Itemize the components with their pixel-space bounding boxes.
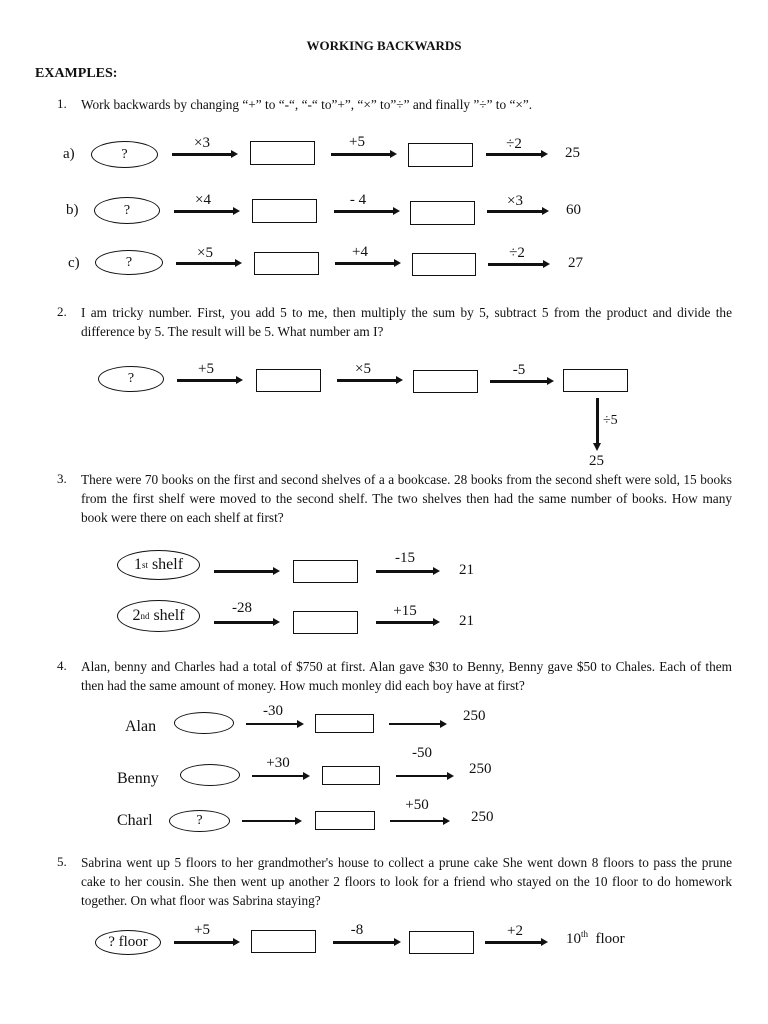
q4-charl-result: 250	[471, 809, 494, 825]
examples-heading: EXAMPLES:	[35, 66, 118, 81]
q5-result	[566, 931, 625, 948]
q2-unknown-oval: ?	[98, 366, 164, 392]
q4-alan-oval	[174, 712, 234, 734]
q4-charl-arrow-2	[390, 820, 444, 822]
q4-alan-op-1: -30	[263, 703, 283, 719]
q1a-arrow-2	[331, 153, 391, 156]
q1b-box-1[interactable]	[252, 199, 317, 223]
q3-shelf1-oval: 1 st shelf	[117, 550, 200, 580]
q3-shelf2-op-1: -28	[232, 600, 252, 616]
q2-box-2[interactable]	[413, 370, 478, 393]
q4-benny-name: Benny	[117, 770, 159, 787]
q1a-box-1[interactable]	[250, 141, 315, 165]
q1a-arrow-3	[486, 153, 542, 156]
q2-op-4: ÷5	[603, 413, 618, 428]
q1c-arrow-2	[335, 262, 395, 265]
q3-shelf1-op-2: -15	[395, 550, 415, 566]
q2-box-1[interactable]	[256, 369, 321, 392]
q4-number: 4.	[57, 658, 67, 673]
q1c-op-1: ×5	[197, 245, 213, 261]
q5-op-3: +2	[507, 923, 523, 939]
q3-shelf2-box[interactable]	[293, 611, 358, 634]
q2-text: I am tricky number. First, you add 5 to me, then multiply the sum by 5, subtract 5 from the product and divide the difference by 5. The result will be 5. What number am I?	[81, 305, 732, 339]
q5-unknown-oval: ? floor	[95, 930, 161, 955]
q1a-unknown-oval: ?	[91, 141, 158, 168]
q1a-op-3: ÷2	[506, 136, 522, 152]
q2-op-3: -5	[512, 362, 526, 378]
q1c-label: c)	[68, 255, 80, 271]
q5-box-1[interactable]	[251, 930, 316, 953]
q1c-result: 27	[568, 255, 583, 271]
q3-shelf1-box[interactable]	[293, 560, 358, 583]
q1-number: 1.	[57, 96, 67, 111]
q3-shelf2-word: shelf	[149, 607, 185, 624]
q2-arrow-2	[337, 379, 397, 382]
q4-benny-oval	[180, 764, 240, 786]
q4-charl-name: Charl	[117, 812, 153, 829]
q1b-op-3: ×3	[507, 193, 523, 209]
q3-shelf2-arrow-2	[376, 621, 434, 624]
q2-result: 25	[589, 453, 604, 469]
q4-text: Alan, benny and Charles had a total of $750 at first. Alan gave $30 to Benny, Benny gave $50 to Chales. Each of them then had the same amount of money. How much monley did each boy have at first?	[81, 659, 732, 693]
q1c-op-2: +4	[352, 244, 368, 260]
q1b-box-2[interactable]	[410, 201, 475, 225]
q5-op-1: +5	[194, 922, 210, 938]
q5-arrow-2	[333, 941, 395, 944]
q1-text: Work backwards by changing “+” to “-“, “-“ to”+”, “×” to”÷” and finally ”÷” to “×”.	[81, 97, 533, 112]
q3-shelf2-result: 21	[459, 613, 474, 629]
q1c-box-1[interactable]	[254, 252, 319, 275]
q1c-arrow-1	[176, 262, 236, 265]
q4-benny-box[interactable]	[322, 766, 380, 785]
q3-shelf2-oval: 2 nd shelf	[117, 600, 200, 632]
q1a-arrow-1	[172, 153, 232, 156]
q1b-label: b)	[66, 202, 79, 218]
q3-shelf2-op-2: +15	[393, 603, 417, 619]
q3-text: There were 70 books on the first and second shelves of a a bookcase. 28 books from the second sheft were sold, 15 books from the first shelf were moved to the second shelf. The two shelves then had the same number of books. How many book were there on each shelf at first?	[81, 472, 732, 525]
q1a-label: a)	[63, 146, 75, 162]
q1b-op-2: - 4	[349, 192, 367, 208]
q3-shelf1-arrow-1	[214, 570, 274, 573]
q5-box-2[interactable]	[409, 931, 474, 954]
q2-arrow-3	[490, 380, 548, 383]
q5-result-word: floor	[588, 931, 625, 947]
q2-op-1: +5	[198, 361, 214, 377]
q1c-box-2[interactable]	[412, 253, 476, 276]
q2-op-2: ×5	[355, 361, 371, 377]
q1b-result: 60	[566, 202, 581, 218]
q2-number: 2.	[57, 304, 67, 319]
q2-down-arrow	[596, 398, 599, 444]
q1b-arrow-2	[334, 210, 394, 213]
q4-benny-result: 250	[469, 761, 492, 777]
q2-arrow-1	[177, 379, 237, 382]
q4-charl-unknown-oval: ?	[169, 810, 230, 832]
q1c-arrow-3	[488, 263, 544, 266]
q3-shelf1-ord: 1	[133, 556, 142, 573]
q1c-op-3: ÷2	[509, 245, 525, 261]
q1a-op-2: +5	[349, 134, 365, 150]
q2-box-3[interactable]	[563, 369, 628, 392]
q3-shelf1-word: shelf	[147, 556, 184, 573]
q4-alan-arrow-2	[389, 723, 441, 725]
q4-benny-arrow-1	[252, 775, 304, 777]
worksheet-title: WORKING BACKWARDS	[306, 38, 462, 53]
q4-alan-arrow-1	[246, 723, 298, 725]
q1b-arrow-3	[487, 210, 543, 213]
q1a-box-2[interactable]	[408, 143, 473, 167]
q4-charl-op-2: +50	[405, 797, 429, 813]
q1c-unknown-oval: ?	[95, 250, 163, 275]
q1b-unknown-oval: ?	[94, 197, 160, 224]
q1a-op-1: ×3	[194, 135, 210, 151]
q5-text: Sabrina went up 5 floors to her grandmother's house to collect a prune cake She went down 8 floors to pass the prune cake to her cousin. She then went up another 2 floors to look for a friend who stayed on the 10 floor to do homework together. On what floor was Sabrina staying?	[81, 855, 732, 908]
q4-charl-arrow-1	[242, 820, 296, 822]
q3-shelf1-result: 21	[459, 562, 474, 578]
q3-number: 3.	[57, 471, 67, 486]
q4-benny-op-1: +30	[266, 755, 290, 771]
q4-alan-result: 250	[463, 708, 486, 724]
q1b-op-1: ×4	[195, 192, 211, 208]
q4-alan-name: Alan	[125, 718, 157, 735]
q5-result-number: 10	[566, 931, 581, 947]
q4-charl-box[interactable]	[315, 811, 375, 830]
q3-shelf2-ord: 2	[132, 607, 141, 624]
q4-benny-op-2: -50	[412, 745, 432, 761]
q5-op-2: -8	[350, 922, 364, 938]
q5-arrow-3	[485, 941, 542, 944]
q5-arrow-1	[174, 941, 234, 944]
q1b-arrow-1	[174, 210, 234, 213]
q3-shelf1-arrow-2	[376, 570, 434, 573]
q5-number: 5.	[57, 854, 67, 869]
q3-shelf2-arrow-1	[214, 621, 274, 624]
q4-benny-arrow-2	[396, 775, 448, 777]
q1a-result: 25	[565, 145, 580, 161]
q4-alan-box[interactable]	[315, 714, 374, 733]
q5-result-sup: th	[581, 929, 589, 939]
